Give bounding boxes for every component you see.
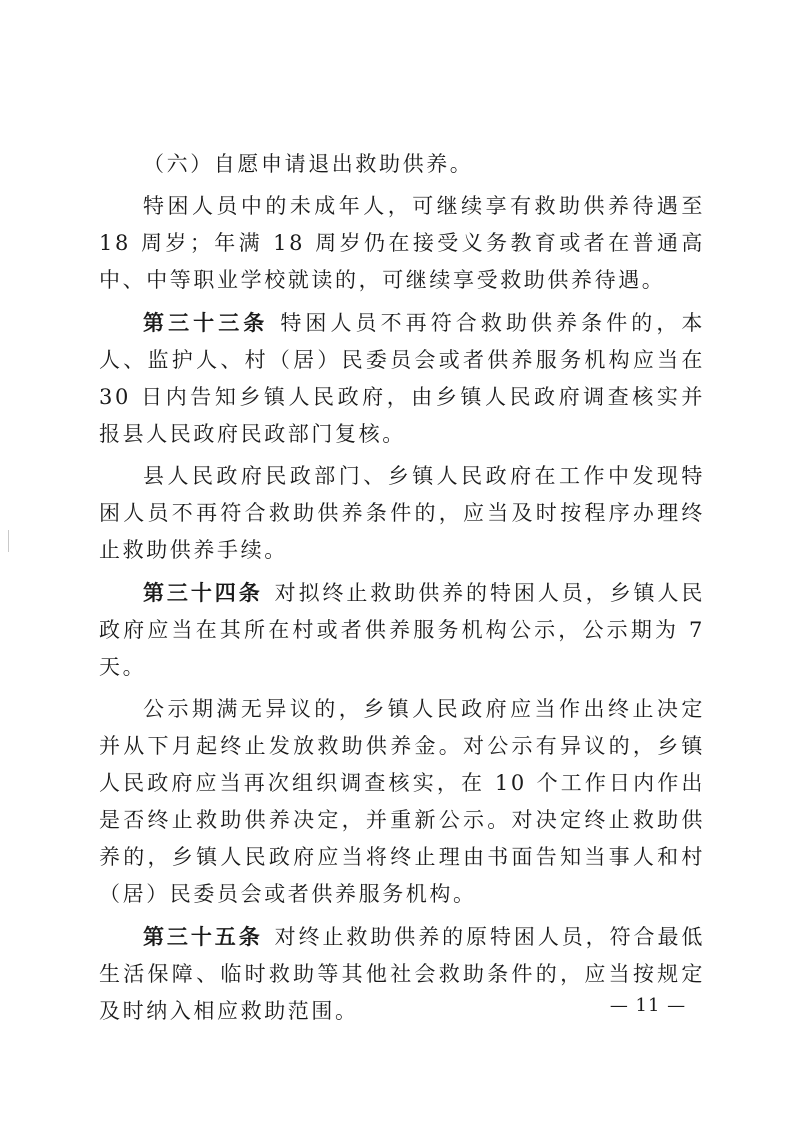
paragraph-text: 公示期满无异议的，乡镇人民政府应当作出终止决定并从下月起终止发放救助供养金。对公示有异议的，乡镇人民政府应当再次组织调查核实，在 10 个工作日内作出是否终止救助供养决定，并重新公示。对决定终止救助供养的，乡镇人民政府应当将终止理由书面告知当事人和村（居）民委员会或者供养服务机构。 [99,697,705,906]
paragraph-text: 县人民政府民政部门、乡镇人民政府在工作中发现特困人员不再符合救助供养条件的，应当及时按程序办理终止救助供养手续。 [99,464,705,562]
paragraph [99,691,705,913]
page-number: — 11 — [609,995,687,1016]
document-body [99,146,705,1035]
paragraph [99,304,705,453]
paragraph [99,146,705,183]
paragraph-text: 对拟终止救助供养的特困人员，乡镇人民政府应当在其所在村或者供养服务机构公示，公示期为 7 天。 [99,581,705,679]
article-number: 第三十五条 [143,924,263,949]
paragraph [99,188,705,299]
paragraph [99,574,705,686]
article-number: 第三十四条 [143,580,263,605]
paragraph-text: 特困人员不再符合救助供养条件的，本人、监护人、村（居）民委员会或者供养服务机构应当在 30 日内告知乡镇人民政府，由乡镇人民政府调查核实并报县人民政府民政部门复核。 [99,311,706,446]
paragraph-text: （六）自愿申请退出救助供养。 [143,152,474,176]
margin-mark [8,530,9,552]
article-number: 第三十三条 [143,310,269,335]
paragraph-text: 特困人员中的未成年人，可继续享有救助供养待遇至 18 周岁；年满 18 周岁仍在接受义务教育或者在普通高中、中等职业学校就读的，可继续享受救助供养待遇。 [99,194,705,292]
paragraph [99,458,705,569]
paragraph-text: 对终止救助供养的原特困人员，符合最低生活保障、临时救助等其他社会救助条件的，应当按规定及时纳入相应救助范围。 [99,925,705,1023]
